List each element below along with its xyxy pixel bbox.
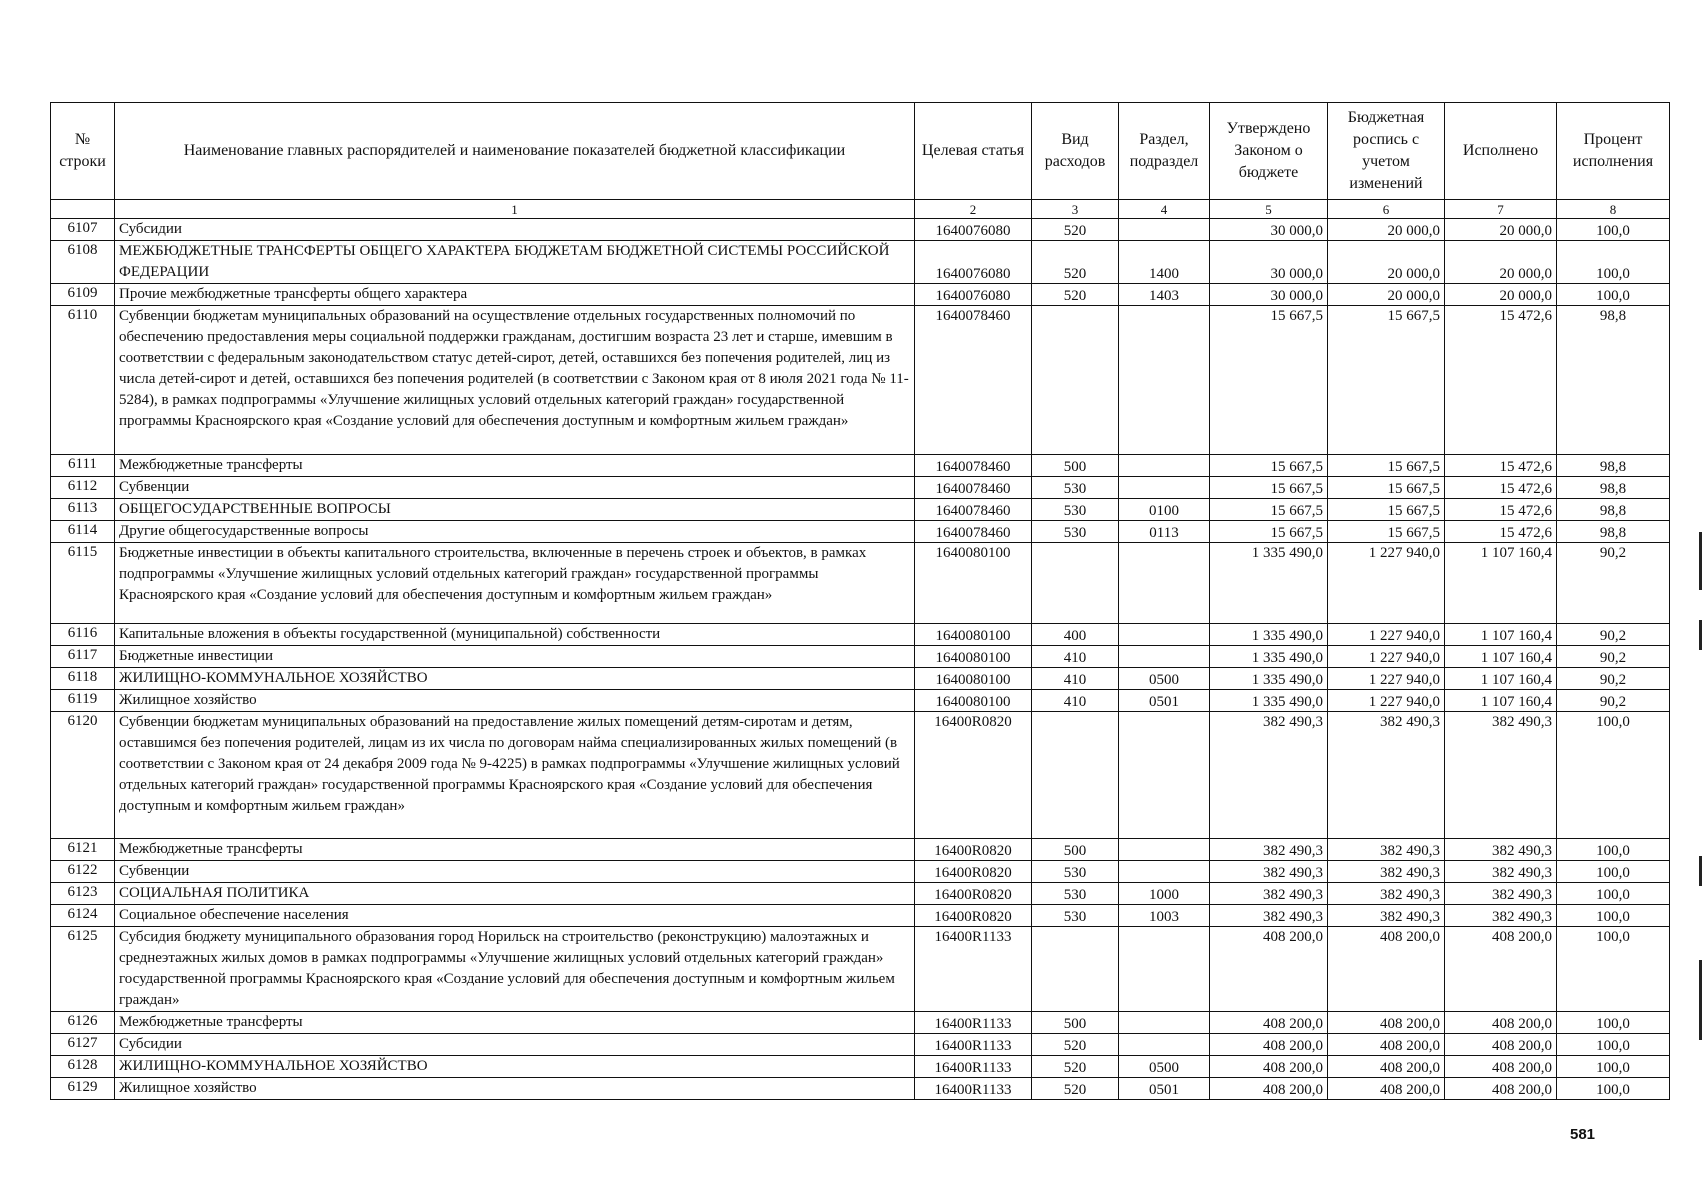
row-section xyxy=(1119,219,1210,241)
row-approved: 408 200,0 xyxy=(1210,1012,1328,1034)
row-target: 16400R1133 xyxy=(915,927,1032,1012)
column-number-row xyxy=(51,200,1670,219)
row-schedule: 15 667,5 xyxy=(1328,477,1445,499)
row-number: 6109 xyxy=(51,284,115,306)
column-number: 8 xyxy=(1557,200,1670,219)
row-kind: 500 xyxy=(1032,455,1119,477)
row-number: 6116 xyxy=(51,624,115,646)
row-executed: 382 490,3 xyxy=(1445,861,1557,883)
row-percent: 100,0 xyxy=(1557,712,1670,839)
row-section xyxy=(1119,839,1210,861)
table-row xyxy=(51,839,1670,861)
row-section xyxy=(1119,712,1210,839)
row-kind: 520 xyxy=(1032,241,1119,284)
row-approved: 15 667,5 xyxy=(1210,455,1328,477)
row-section xyxy=(1119,927,1210,1012)
row-name: Прочие межбюджетные трансферты общего характера xyxy=(115,284,915,306)
row-name: Капитальные вложения в объекты государственной (муниципальной) собственности xyxy=(115,624,915,646)
table-row xyxy=(51,624,1670,646)
table-body xyxy=(51,219,1670,1100)
row-number: 6125 xyxy=(51,927,115,1012)
row-percent: 100,0 xyxy=(1557,1012,1670,1034)
row-schedule: 382 490,3 xyxy=(1328,905,1445,927)
row-number: 6111 xyxy=(51,455,115,477)
table-row xyxy=(51,712,1670,839)
row-name: ЖИЛИЩНО-КОММУНАЛЬНОЕ ХОЗЯЙСТВО xyxy=(115,668,915,690)
row-section: 1003 xyxy=(1119,905,1210,927)
table-row xyxy=(51,455,1670,477)
row-executed: 408 200,0 xyxy=(1445,1078,1557,1100)
row-approved: 30 000,0 xyxy=(1210,284,1328,306)
row-executed: 20 000,0 xyxy=(1445,241,1557,284)
row-schedule: 20 000,0 xyxy=(1328,241,1445,284)
table-row xyxy=(51,241,1670,284)
row-executed: 408 200,0 xyxy=(1445,927,1557,1012)
table-row xyxy=(51,861,1670,883)
row-schedule: 382 490,3 xyxy=(1328,861,1445,883)
row-approved: 382 490,3 xyxy=(1210,712,1328,839)
row-approved: 408 200,0 xyxy=(1210,1078,1328,1100)
row-target: 16400R0820 xyxy=(915,905,1032,927)
row-executed: 1 107 160,4 xyxy=(1445,543,1557,624)
header-name: Наименование главных распорядителей и наименование показателей бюджетной классификации xyxy=(115,103,915,200)
row-approved: 15 667,5 xyxy=(1210,499,1328,521)
table-row xyxy=(51,668,1670,690)
row-target: 1640076080 xyxy=(915,241,1032,284)
table-row xyxy=(51,927,1670,1012)
row-percent: 100,0 xyxy=(1557,905,1670,927)
row-kind: 530 xyxy=(1032,883,1119,905)
row-number: 6115 xyxy=(51,543,115,624)
row-kind: 520 xyxy=(1032,1078,1119,1100)
row-schedule: 15 667,5 xyxy=(1328,455,1445,477)
row-executed: 382 490,3 xyxy=(1445,905,1557,927)
table-row xyxy=(51,499,1670,521)
row-number: 6110 xyxy=(51,306,115,455)
row-section: 1403 xyxy=(1119,284,1210,306)
row-schedule: 382 490,3 xyxy=(1328,839,1445,861)
header-executed: Исполнено xyxy=(1445,103,1557,200)
row-kind: 520 xyxy=(1032,219,1119,241)
row-name: Субвенции xyxy=(115,477,915,499)
header-kind: Вид расходов xyxy=(1032,103,1119,200)
row-target: 16400R0820 xyxy=(915,839,1032,861)
row-kind xyxy=(1032,927,1119,1012)
row-executed: 408 200,0 xyxy=(1445,1012,1557,1034)
row-schedule: 15 667,5 xyxy=(1328,521,1445,543)
table-row xyxy=(51,284,1670,306)
row-approved: 382 490,3 xyxy=(1210,905,1328,927)
row-section: 0500 xyxy=(1119,668,1210,690)
row-name: Межбюджетные трансферты xyxy=(115,1012,915,1034)
row-section xyxy=(1119,624,1210,646)
row-section: 0113 xyxy=(1119,521,1210,543)
table-row xyxy=(51,543,1670,624)
row-number: 6123 xyxy=(51,883,115,905)
row-approved: 382 490,3 xyxy=(1210,839,1328,861)
row-name: Бюджетные инвестиции в объекты капитального строительства, включенные в перечень строек и объектов, в рамках подпрограммы «Улучшение жилищных условий отдельных категорий граждан» государственной программы Красноярского края «Создание условий для обеспечения доступным и комфортным жильем граждан» xyxy=(115,543,915,624)
row-percent: 100,0 xyxy=(1557,284,1670,306)
column-number: 4 xyxy=(1119,200,1210,219)
row-name: ЖИЛИЩНО-КОММУНАЛЬНОЕ ХОЗЯЙСТВО xyxy=(115,1056,915,1078)
table-row xyxy=(51,690,1670,712)
row-schedule: 408 200,0 xyxy=(1328,1056,1445,1078)
row-number: 6126 xyxy=(51,1012,115,1034)
row-executed: 1 107 160,4 xyxy=(1445,690,1557,712)
row-name: Жилищное хозяйство xyxy=(115,1078,915,1100)
column-number: 3 xyxy=(1032,200,1119,219)
table-row xyxy=(51,905,1670,927)
row-executed: 382 490,3 xyxy=(1445,712,1557,839)
row-executed: 15 472,6 xyxy=(1445,455,1557,477)
header-section: Раздел, подраздел xyxy=(1119,103,1210,200)
row-approved: 15 667,5 xyxy=(1210,477,1328,499)
row-approved: 15 667,5 xyxy=(1210,306,1328,455)
row-kind: 520 xyxy=(1032,1034,1119,1056)
row-target: 1640076080 xyxy=(915,284,1032,306)
column-number: 6 xyxy=(1328,200,1445,219)
table-row xyxy=(51,883,1670,905)
row-target: 16400R1133 xyxy=(915,1078,1032,1100)
table-row xyxy=(51,1034,1670,1056)
header-approved: Утверждено Законом о бюджете xyxy=(1210,103,1328,200)
row-percent: 100,0 xyxy=(1557,1034,1670,1056)
row-section xyxy=(1119,646,1210,668)
row-number: 6127 xyxy=(51,1034,115,1056)
row-name: Субсидия бюджету муниципального образования город Норильск на строительство (реконструкцию) малоэтажных и среднеэтажных жилых домов в рамках подпрограммы «Улучшение жилищных условий отдельных категорий граждан» государственной программы Красноярского края «Создание условий для обеспечения доступным и комфортным жильем граждан» xyxy=(115,927,915,1012)
row-executed: 15 472,6 xyxy=(1445,499,1557,521)
row-target: 1640078460 xyxy=(915,499,1032,521)
row-percent: 100,0 xyxy=(1557,927,1670,1012)
row-name: МЕЖБЮДЖЕТНЫЕ ТРАНСФЕРТЫ ОБЩЕГО ХАРАКТЕРА БЮДЖЕТАМ БЮДЖЕТНОЙ СИСТЕМЫ РОССИЙСКОЙ ФЕДЕРАЦИИ xyxy=(115,241,915,284)
row-schedule: 382 490,3 xyxy=(1328,712,1445,839)
header-percent: Процент исполнения xyxy=(1557,103,1670,200)
row-kind: 410 xyxy=(1032,646,1119,668)
row-name: Субвенции xyxy=(115,861,915,883)
row-section: 1400 xyxy=(1119,241,1210,284)
table-row xyxy=(51,521,1670,543)
column-number: 1 xyxy=(115,200,915,219)
row-kind: 530 xyxy=(1032,499,1119,521)
row-executed: 382 490,3 xyxy=(1445,883,1557,905)
row-approved: 1 335 490,0 xyxy=(1210,543,1328,624)
row-schedule: 408 200,0 xyxy=(1328,1078,1445,1100)
row-kind: 530 xyxy=(1032,477,1119,499)
table-row xyxy=(51,1078,1670,1100)
header-schedule: Бюджетная роспись с учетом изменений xyxy=(1328,103,1445,200)
row-number: 6129 xyxy=(51,1078,115,1100)
table-row xyxy=(51,646,1670,668)
row-percent: 100,0 xyxy=(1557,861,1670,883)
row-name: Бюджетные инвестиции xyxy=(115,646,915,668)
table-row xyxy=(51,306,1670,455)
row-schedule: 408 200,0 xyxy=(1328,927,1445,1012)
row-number: 6128 xyxy=(51,1056,115,1078)
row-approved: 15 667,5 xyxy=(1210,521,1328,543)
table-header-row xyxy=(51,103,1670,200)
row-schedule: 1 227 940,0 xyxy=(1328,646,1445,668)
row-number: 6114 xyxy=(51,521,115,543)
row-schedule: 20 000,0 xyxy=(1328,284,1445,306)
row-approved: 1 335 490,0 xyxy=(1210,668,1328,690)
row-number: 6120 xyxy=(51,712,115,839)
row-target: 1640080100 xyxy=(915,624,1032,646)
row-target: 16400R1133 xyxy=(915,1012,1032,1034)
row-name: СОЦИАЛЬНАЯ ПОЛИТИКА xyxy=(115,883,915,905)
row-target: 16400R1133 xyxy=(915,1056,1032,1078)
row-section xyxy=(1119,477,1210,499)
row-percent: 100,0 xyxy=(1557,219,1670,241)
row-kind: 410 xyxy=(1032,668,1119,690)
table-row xyxy=(51,1012,1670,1034)
row-approved: 1 335 490,0 xyxy=(1210,646,1328,668)
row-percent: 100,0 xyxy=(1557,241,1670,284)
row-target: 1640080100 xyxy=(915,646,1032,668)
row-section xyxy=(1119,1012,1210,1034)
row-approved: 1 335 490,0 xyxy=(1210,624,1328,646)
row-percent: 90,2 xyxy=(1557,543,1670,624)
row-schedule: 1 227 940,0 xyxy=(1328,543,1445,624)
row-schedule: 408 200,0 xyxy=(1328,1012,1445,1034)
row-number: 6108 xyxy=(51,241,115,284)
row-approved: 382 490,3 xyxy=(1210,883,1328,905)
row-approved: 1 335 490,0 xyxy=(1210,690,1328,712)
column-number: 2 xyxy=(915,200,1032,219)
row-name: Другие общегосударственные вопросы xyxy=(115,521,915,543)
row-percent: 100,0 xyxy=(1557,839,1670,861)
row-section: 0501 xyxy=(1119,1078,1210,1100)
row-section xyxy=(1119,1034,1210,1056)
row-approved: 408 200,0 xyxy=(1210,927,1328,1012)
row-percent: 98,8 xyxy=(1557,455,1670,477)
table-row xyxy=(51,477,1670,499)
row-target: 16400R0820 xyxy=(915,861,1032,883)
row-section: 1000 xyxy=(1119,883,1210,905)
row-kind: 400 xyxy=(1032,624,1119,646)
row-schedule: 408 200,0 xyxy=(1328,1034,1445,1056)
row-schedule: 15 667,5 xyxy=(1328,499,1445,521)
column-number: 5 xyxy=(1210,200,1328,219)
row-executed: 15 472,6 xyxy=(1445,306,1557,455)
row-name: Межбюджетные трансферты xyxy=(115,839,915,861)
row-number: 6118 xyxy=(51,668,115,690)
table-row xyxy=(51,219,1670,241)
table-row xyxy=(51,1056,1670,1078)
row-name: Жилищное хозяйство xyxy=(115,690,915,712)
row-target: 1640080100 xyxy=(915,543,1032,624)
row-section: 0100 xyxy=(1119,499,1210,521)
row-percent: 98,8 xyxy=(1557,306,1670,455)
row-number: 6117 xyxy=(51,646,115,668)
row-approved: 30 000,0 xyxy=(1210,219,1328,241)
row-percent: 90,2 xyxy=(1557,668,1670,690)
row-executed: 20 000,0 xyxy=(1445,284,1557,306)
column-number-blank xyxy=(51,200,115,219)
row-executed: 15 472,6 xyxy=(1445,521,1557,543)
row-target: 1640078460 xyxy=(915,455,1032,477)
row-section xyxy=(1119,543,1210,624)
row-target: 16400R0820 xyxy=(915,712,1032,839)
row-target: 16400R0820 xyxy=(915,883,1032,905)
row-percent: 90,2 xyxy=(1557,646,1670,668)
row-kind xyxy=(1032,543,1119,624)
row-percent: 100,0 xyxy=(1557,1056,1670,1078)
row-target: 1640078460 xyxy=(915,477,1032,499)
row-section xyxy=(1119,455,1210,477)
row-number: 6121 xyxy=(51,839,115,861)
row-schedule: 15 667,5 xyxy=(1328,306,1445,455)
row-number: 6124 xyxy=(51,905,115,927)
row-kind: 530 xyxy=(1032,521,1119,543)
row-kind xyxy=(1032,306,1119,455)
row-percent: 98,8 xyxy=(1557,521,1670,543)
row-schedule: 1 227 940,0 xyxy=(1328,690,1445,712)
row-kind: 520 xyxy=(1032,284,1119,306)
row-target: 16400R1133 xyxy=(915,1034,1032,1056)
row-target: 1640076080 xyxy=(915,219,1032,241)
budget-page xyxy=(50,102,1669,1100)
row-number: 6107 xyxy=(51,219,115,241)
row-name: Субвенции бюджетам муниципальных образований на осуществление отдельных государственных полномочий по обеспечению предоставления меры социальной поддержки гражданам, достигшим возраста 23 лет и старше, имевшим в соответствии с федеральным законодательством статус детей-сирот, детей, оставшихся без попечения родителей, лиц из числа детей-сирот и детей, оставшихся без попечения родителей (в соответствии с Законом края от 8 июля 2021 года № 11-5284), в рамках подпрограммы «Улучшение жилищных условий отдельных категорий граждан» государственной программы Красноярского края «Создание условий для обеспечения доступным и комфортным жильем граждан» xyxy=(115,306,915,455)
row-approved: 408 200,0 xyxy=(1210,1034,1328,1056)
row-number: 6113 xyxy=(51,499,115,521)
row-percent: 98,8 xyxy=(1557,477,1670,499)
row-number: 6119 xyxy=(51,690,115,712)
header-target: Целевая статья xyxy=(915,103,1032,200)
row-percent: 90,2 xyxy=(1557,624,1670,646)
row-schedule: 382 490,3 xyxy=(1328,883,1445,905)
row-approved: 408 200,0 xyxy=(1210,1056,1328,1078)
row-section xyxy=(1119,306,1210,455)
row-percent: 100,0 xyxy=(1557,1078,1670,1100)
row-executed: 408 200,0 xyxy=(1445,1056,1557,1078)
row-kind: 500 xyxy=(1032,839,1119,861)
row-section xyxy=(1119,861,1210,883)
row-name: Субвенции бюджетам муниципальных образований на предоставление жилых помещений детям-сиротам и детям, оставшимся без попечения родителей, лицам из их числа по договорам найма специализированных жилых помещений (в соответствии с Законом края от 24 декабря 2009 года № 9-4225) в рамках подпрограммы «Улучшение жилищных условий отдельных категорий граждан» государственной программы Красноярского края «Создание условий для обеспечения доступным и комфортным жильем граждан» xyxy=(115,712,915,839)
row-approved: 30 000,0 xyxy=(1210,241,1328,284)
row-name: Социальное обеспечение населения xyxy=(115,905,915,927)
row-kind: 530 xyxy=(1032,905,1119,927)
row-target: 1640078460 xyxy=(915,521,1032,543)
column-number: 7 xyxy=(1445,200,1557,219)
row-number: 6122 xyxy=(51,861,115,883)
row-percent: 90,2 xyxy=(1557,690,1670,712)
row-kind: 410 xyxy=(1032,690,1119,712)
row-executed: 1 107 160,4 xyxy=(1445,646,1557,668)
row-executed: 408 200,0 xyxy=(1445,1034,1557,1056)
header-row-no: № строки xyxy=(51,103,115,200)
row-target: 1640080100 xyxy=(915,690,1032,712)
row-executed: 1 107 160,4 xyxy=(1445,624,1557,646)
budget-table xyxy=(50,102,1670,1100)
row-schedule: 20 000,0 xyxy=(1328,219,1445,241)
row-approved: 382 490,3 xyxy=(1210,861,1328,883)
row-kind: 500 xyxy=(1032,1012,1119,1034)
row-target: 1640080100 xyxy=(915,668,1032,690)
row-target: 1640078460 xyxy=(915,306,1032,455)
row-name: ОБЩЕГОСУДАРСТВЕННЫЕ ВОПРОСЫ xyxy=(115,499,915,521)
row-name: Субсидии xyxy=(115,219,915,241)
row-percent: 100,0 xyxy=(1557,883,1670,905)
row-percent: 98,8 xyxy=(1557,499,1670,521)
page-number: 581 xyxy=(1570,1126,1596,1143)
row-name: Субсидии xyxy=(115,1034,915,1056)
row-kind: 520 xyxy=(1032,1056,1119,1078)
row-executed: 1 107 160,4 xyxy=(1445,668,1557,690)
row-schedule: 1 227 940,0 xyxy=(1328,668,1445,690)
row-kind: 530 xyxy=(1032,861,1119,883)
row-name: Межбюджетные трансферты xyxy=(115,455,915,477)
row-section: 0501 xyxy=(1119,690,1210,712)
row-section: 0500 xyxy=(1119,1056,1210,1078)
row-executed: 15 472,6 xyxy=(1445,477,1557,499)
row-executed: 20 000,0 xyxy=(1445,219,1557,241)
row-kind xyxy=(1032,712,1119,839)
row-executed: 382 490,3 xyxy=(1445,839,1557,861)
row-number: 6112 xyxy=(51,477,115,499)
row-schedule: 1 227 940,0 xyxy=(1328,624,1445,646)
